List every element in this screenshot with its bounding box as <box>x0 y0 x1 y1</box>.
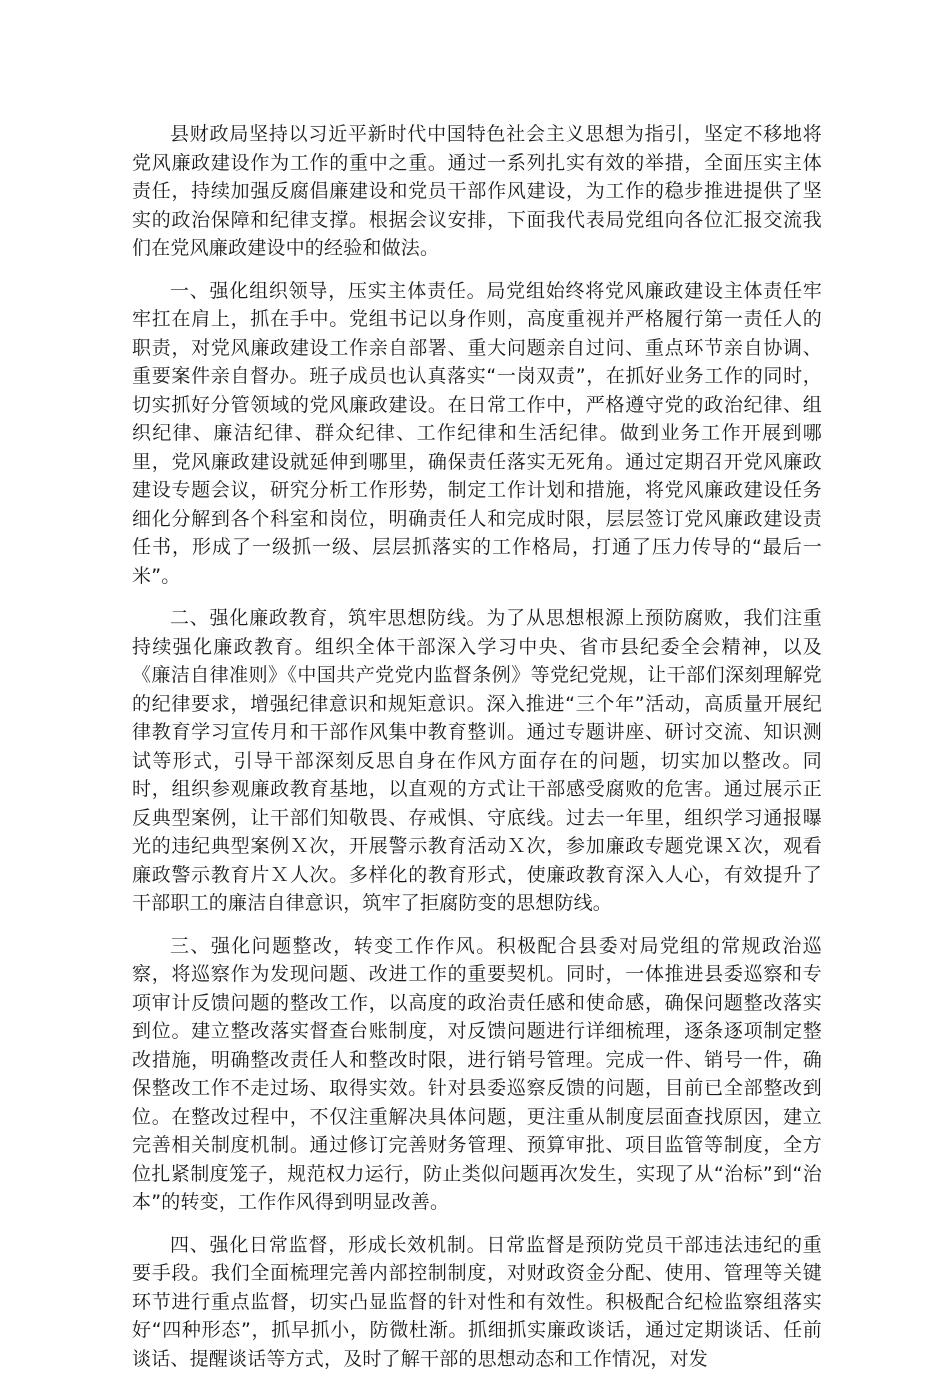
document-body <box>132 120 822 1387</box>
paragraph-intro: 县财政局坚持以习近平新时代中国特色社会主义思想为指引，坚定不移地将党风廉政建设作为工作的重中之重。通过一系列扎实有效的举措，全面压实主体责任，持续加强反腐倡廉建设和党员干部作风建设，为工作的稳步推进提供了坚实的政治保障和纪律支撑。根据会议安排，下面我代表局党组向各位汇报交流我们在党风廉政建设中的经验和做法。 <box>132 123 822 259</box>
paragraph-section-4: 四、强化日常监督，形成长效机制。日常监督是预防党员干部违法违纪的重要手段。我们全面梳理完善内部控制制度，对财政资金分配、使用、管理等关键环节进行重点监督，切实凸显监督的针对性和有效性。积极配合纪检监察组落实好“四种形态”，抓早抓小，防微杜渐。抓细抓实廉政谈话，通过定期谈话、任前谈话、提醒谈话等方式，及时了解干部的思想动态和工作情况，对发 <box>132 1233 822 1370</box>
paragraph-section-2: 二、强化廉政教育，筑牢思想防线。为了从思想根源上预防腐败，我们注重持续强化廉政教育。组织全体干部深入学习中央、省市县纪委全会精神，以及《廉洁自律准则》《中国共产党党内监督条例》等党纪党规，让干部们深刻理解党的纪律要求，增强纪律意识和规矩意识。深入推进“三个年”活动，高质量开展纪律教育学习宣传月和干部作风集中教育整训。通过专题讲座、研讨交流、知识测试等形式，引导干部深刻反思自身在作风方面存在的问题，切实加以整改。同时，组织参观廉政教育基地，以直观的方式让干部感受腐败的危害。通过展示正反典型案例，让干部们知敬畏、存戒惧、守底线。过去一年里，组织学习通报曝光的违纪典型案例Ｘ次，开展警示教育活动Ｘ次，参加廉政专题党课Ｘ次，观看廉政警示教育片Ｘ人次。多样化的教育形式，使廉政教育深入人心，有效提升了干部职工的廉洁自律意识，筑牢了拒腐防变的思想防线。 <box>132 607 822 914</box>
paragraph-section-3: 三、强化问题整改，转变工作作风。积极配合县委对局党组的常规政治巡察，将巡察作为发现问题、改进工作的重要契机。同时，一体推进县委巡察和专项审计反馈问题的整改工作，以高度的政治责任感和使命感，确保问题整改落实到位。建立整改落实督查台账制度，对反馈问题进行详细梳理，逐条逐项制定整改措施，明确整改责任人和整改时限，进行销号管理。完成一件、销号一件，确保整改工作不走过场、取得实效。针对县委巡察反馈的问题，目前已全部整改到位。在整改过程中，不仅注重解决具体问题，更注重从制度层面查找原因，建立完善相关制度机制。通过修订完善财务管理、预算审批、项目监管等制度，全方位扎紧制度笼子，规范权力运行，防止类似问题再次发生，实现了从“治标”到“治本”的转变，工作作风得到明显改善。 <box>132 934 822 1213</box>
paragraph-section-1: 一、强化组织领导，压实主体责任。局党组始终将党风廉政建设主体责任牢牢扛在肩上，抓在手中。党组书记以身作则，高度重视并严格履行第一责任人的职责，对党风廉政建设工作亲自部署、重大问题亲自过问、重点环节亲自协调、重要案件亲自督办。班子成员也认真落实“一岗双责”，在抓好业务工作的同时，切实抓好分管领域的党风廉政建设。在日常工作中，严格遵守党的政治纪律、组织纪律、廉洁纪律、群众纪律、工作纪律和生活纪律。做到业务工作开展到哪里，党风廉政建设就延伸到哪里，确保责任落实无死角。通过定期召开党风廉政建设专题会议，研究分析工作形势，制定工作计划和措施，将党风廉政建设任务细化分解到各个科室和岗位，明确责任人和完成时限，层层签订党风廉政建设责任书，形成了一级抓一级、层层抓落实的工作格局，打通了压力传导的“最后一米”。 <box>132 279 822 587</box>
